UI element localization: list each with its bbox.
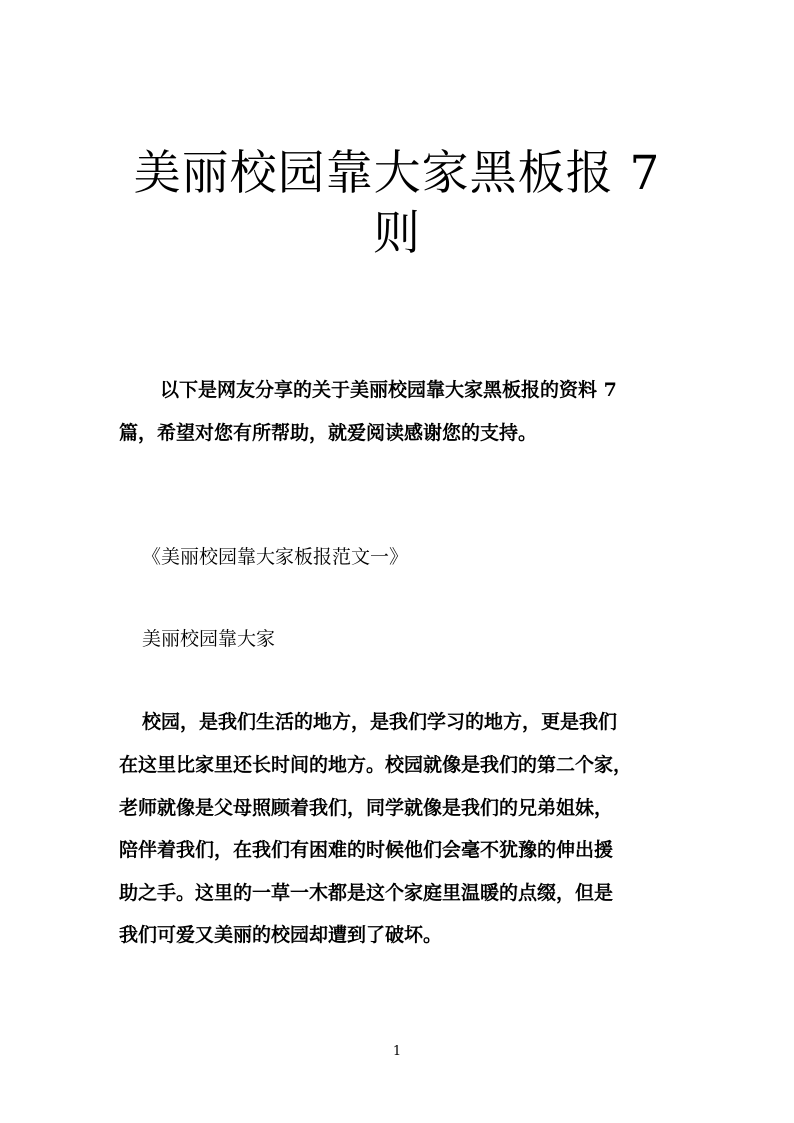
article-subtitle: 美丽校园靠大家: [142, 628, 276, 650]
body-line-4: 陪伴着我们，在我们有困难的时候他们会毫不犹豫的伸出援: [119, 839, 614, 861]
page-number: 1: [392, 1044, 402, 1059]
document-title-line-2: 则: [373, 206, 421, 261]
intro-line-1: 以下是网友分享的关于美丽校园靠大家黑板报的资料 7: [160, 379, 617, 401]
intro-line-2: 篇，希望对您有所帮助，就爱阅读感谢您的支持。: [119, 422, 538, 444]
section-heading: 《美丽校园靠大家板报范文一》: [142, 546, 409, 568]
body-line-6: 我们可爱又美丽的校园却遭到了破坏。: [119, 924, 443, 946]
body-line-2: 在这里比家里还长时间的地方。校园就像是我们的第二个家，: [119, 754, 633, 776]
document-title-line-1: 美丽校园靠大家黑板报 7: [133, 146, 661, 201]
body-line-1: 校园，是我们生活的地方，是我们学习的地方，更是我们: [142, 711, 618, 733]
body-line-5: 助之手。这里的一草一木都是这个家庭里温暖的点缀，但是: [119, 882, 614, 904]
body-line-3: 老师就像是父母照顾着我们，同学就像是我们的兄弟姐妹，: [119, 797, 614, 819]
